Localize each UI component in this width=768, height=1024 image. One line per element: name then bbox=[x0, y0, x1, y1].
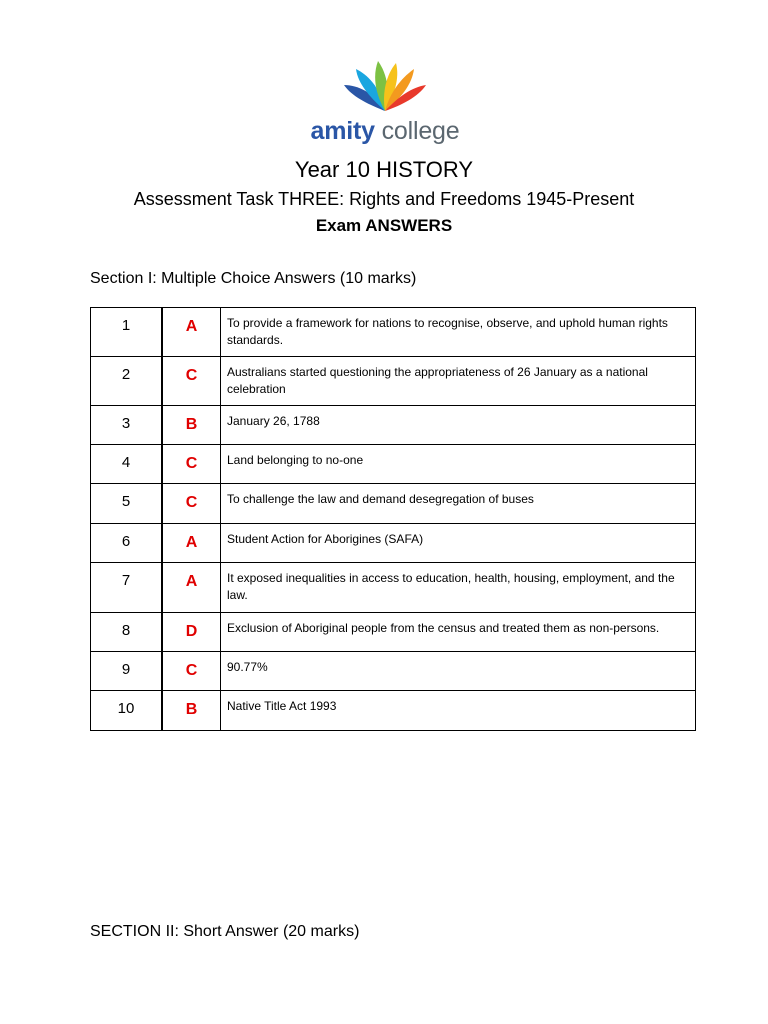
question-number: 6 bbox=[91, 524, 163, 563]
answer-text: Student Action for Aborigines (SAFA) bbox=[221, 524, 696, 563]
question-number: 10 bbox=[91, 691, 163, 731]
answer-letter: C bbox=[162, 445, 221, 484]
page-title: Year 10 HISTORY bbox=[294, 157, 474, 182]
table-row bbox=[91, 524, 696, 563]
table-row bbox=[91, 445, 696, 484]
table-row bbox=[91, 357, 696, 406]
table-row bbox=[91, 308, 696, 357]
answer-text: Australians started questioning the appropriateness of 26 January as a national celebration bbox=[221, 357, 696, 406]
answer-text: Native Title Act 1993 bbox=[221, 691, 696, 731]
exam-answers-label: Exam ANSWERS bbox=[315, 216, 453, 235]
table-row bbox=[91, 613, 696, 652]
answer-text: To provide a framework for nations to recognise, observe, and uphold human rights standards. bbox=[221, 308, 696, 357]
amity-college-logo bbox=[300, 55, 470, 147]
answer-text: To challenge the law and demand desegregation of buses bbox=[221, 484, 696, 524]
question-number: 7 bbox=[91, 563, 163, 613]
question-number: 8 bbox=[91, 613, 163, 652]
flower-logo-icon bbox=[300, 55, 470, 115]
table-row bbox=[91, 484, 696, 524]
question-number: 3 bbox=[91, 406, 163, 445]
answer-letter: C bbox=[162, 484, 221, 524]
assessment-subtitle: Assessment Task THREE: Rights and Freedoms 1945-Present bbox=[133, 189, 635, 209]
table-row bbox=[91, 406, 696, 445]
answer-text: Exclusion of Aboriginal people from the census and treated them as non-persons. bbox=[221, 613, 696, 652]
question-number: 1 bbox=[91, 308, 163, 357]
question-number: 4 bbox=[91, 445, 163, 484]
section1-heading: Section I: Multiple Choice Answers (10 marks) bbox=[90, 270, 417, 287]
answer-text: Land belonging to no-one bbox=[221, 445, 696, 484]
table-row bbox=[91, 691, 696, 731]
answer-text: 90.77% bbox=[221, 652, 696, 691]
answer-letter: B bbox=[162, 406, 221, 445]
answer-letter: C bbox=[162, 652, 221, 691]
question-number: 2 bbox=[91, 357, 163, 406]
answer-letter: C bbox=[162, 357, 221, 406]
question-number: 9 bbox=[91, 652, 163, 691]
answer-letter: B bbox=[162, 691, 221, 731]
section2-heading: SECTION II: Short Answer (20 marks) bbox=[90, 923, 360, 940]
logo-amity: amity bbox=[310, 117, 375, 145]
table-row bbox=[91, 652, 696, 691]
answer-letter: A bbox=[162, 563, 221, 613]
answer-text: It exposed inequalities in access to education, health, housing, employment, and the law. bbox=[221, 563, 696, 613]
logo-wordmark bbox=[300, 117, 470, 145]
answer-letter: A bbox=[162, 308, 221, 357]
answer-letter: A bbox=[162, 524, 221, 563]
answer-letter: D bbox=[162, 613, 221, 652]
answer-text: January 26, 1788 bbox=[221, 406, 696, 445]
logo-college: college bbox=[381, 117, 460, 145]
table-row bbox=[91, 563, 696, 613]
answers-table bbox=[90, 307, 696, 731]
question-number: 5 bbox=[91, 484, 163, 524]
